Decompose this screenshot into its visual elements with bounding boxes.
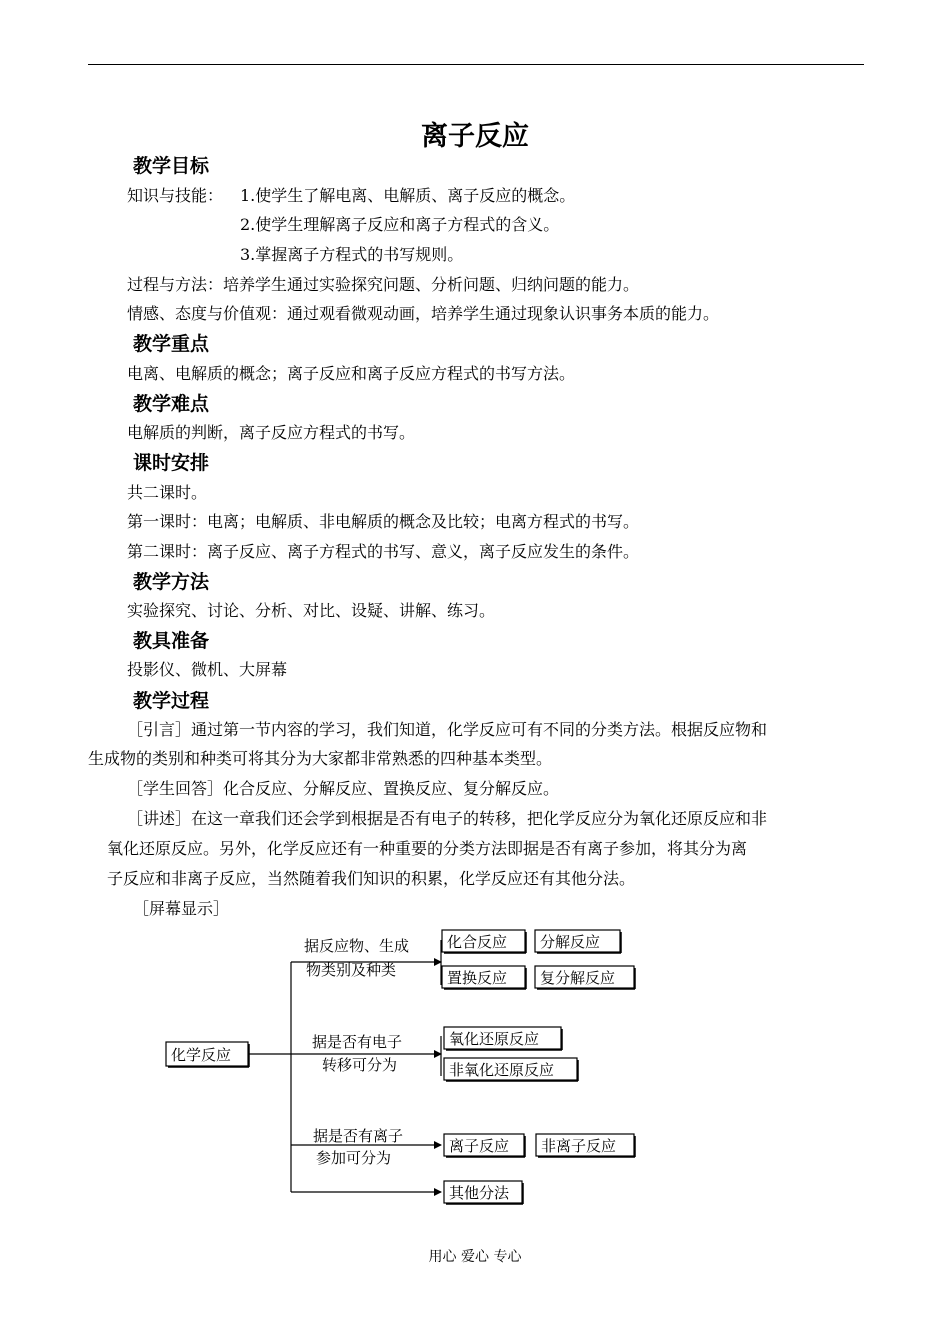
methods-text: 实验探究、讨论、分析、对比、设疑、讲解、练习。 xyxy=(127,601,496,620)
process-line-1: ［引言］通过第一节内容的学习，我们知道，化学反应可有不同的分类方法。根据反应物和 xyxy=(127,720,768,739)
heading-process: 教学过程 xyxy=(133,690,210,712)
box-redox xyxy=(444,1027,562,1050)
svg-text:分解反应: 分解反应 xyxy=(540,933,601,951)
knowledge-label: 知识与技能： xyxy=(127,186,224,205)
knowledge-item-1: 1.使学生了解电离、电解质、离子反应的概念。 xyxy=(240,186,576,205)
box-other-methods xyxy=(444,1181,523,1204)
process-line-3: ［学生回答］化合反应、分解反应、置换反应、复分解反应。 xyxy=(127,779,560,798)
heading-goals: 教学目标 xyxy=(133,155,210,177)
box-non-redox xyxy=(444,1058,578,1081)
schedule-line-2: 第一课时：电离；电解质、非电解质的概念及比较；电离方程式的书写。 xyxy=(127,512,640,531)
svg-text:氧化还原反应: 氧化还原反应 xyxy=(449,1030,540,1048)
svg-text:离子反应: 离子反应 xyxy=(449,1137,510,1155)
heading-equipment: 教具准备 xyxy=(133,630,210,652)
process-line-4: ［讲述］在这一章我们还会学到根据是否有电子的转移，把化学反应分为氧化还原反应和非 xyxy=(127,809,768,828)
box-decomposition xyxy=(535,930,621,953)
key-points-text: 电离、电解质的概念；离子反应和离子反应方程式的书写方法。 xyxy=(127,364,576,383)
svg-text:化合反应: 化合反应 xyxy=(447,933,508,951)
heading-key-points: 教学重点 xyxy=(133,333,210,355)
box-non-ionic xyxy=(536,1134,635,1157)
heading-difficulties: 教学难点 xyxy=(133,393,210,415)
branch2-label-line1: 据是否有电子 xyxy=(312,1033,403,1051)
schedule-line-3: 第二课时：离子反应、离子方程式的书写、意义，离子反应发生的条件。 xyxy=(127,542,640,561)
branch1-label-line2: 物类别及种类 xyxy=(306,961,397,979)
heading-methods: 教学方法 xyxy=(133,571,210,593)
svg-text:置换反应: 置换反应 xyxy=(447,969,508,987)
schedule-line-1: 共二课时。 xyxy=(127,483,208,502)
box-ionic xyxy=(444,1134,525,1157)
branch1-label-line1: 据反应物、生成 xyxy=(304,937,410,955)
knowledge-item-3: 3.掌握离子方程式的书写规则。 xyxy=(240,245,464,264)
heading-schedule: 课时安排 xyxy=(133,452,210,474)
svg-text:其他分法: 其他分法 xyxy=(449,1184,510,1202)
box-displacement xyxy=(442,966,526,989)
page-title: 离子反应 xyxy=(421,121,529,152)
process-line-2: 生成物的类别和种类可将其分为大家都非常熟悉的四种基本类型。 xyxy=(88,749,553,768)
process-line-6: 子反应和非离子反应，当然随着我们知识的积累，化学反应还有其他分法。 xyxy=(107,869,636,888)
screen-display-label: ［屏幕显示］ xyxy=(133,899,230,918)
box-double-decomposition xyxy=(535,966,635,989)
emotion-values: 情感、态度与价值观：通过观看微观动画，培养学生通过现象认识事务本质的能力。 xyxy=(127,304,720,323)
root-box xyxy=(166,1042,249,1067)
equipment-text: 投影仪、微机、大屏幕 xyxy=(127,660,288,679)
knowledge-item-2: 2.使学生理解离子反应和离子方程式的含义。 xyxy=(240,215,560,234)
svg-text:复分解反应: 复分解反应 xyxy=(540,969,616,987)
svg-text:非氧化还原反应: 非氧化还原反应 xyxy=(449,1061,555,1079)
box-combination xyxy=(442,930,526,953)
branch3-label-line1: 据是否有离子 xyxy=(313,1127,404,1145)
branch2-label-line2: 转移可分为 xyxy=(322,1056,398,1074)
process-method: 过程与方法：培养学生通过实验探究问题、分析问题、归纳问题的能力。 xyxy=(127,275,640,294)
svg-text:非离子反应: 非离子反应 xyxy=(541,1137,617,1155)
process-line-5: 氧化还原反应。另外，化学反应还有一种重要的分类方法即据是否有离子参加，将其分为离 xyxy=(107,839,748,858)
root-label: 化学反应 xyxy=(171,1046,232,1064)
branch3-label-line2: 参加可分为 xyxy=(316,1149,392,1167)
page-footer: 用心 爱心 专心 xyxy=(428,1249,522,1265)
difficulties-text: 电解质的判断，离子反应方程式的书写。 xyxy=(127,423,416,442)
